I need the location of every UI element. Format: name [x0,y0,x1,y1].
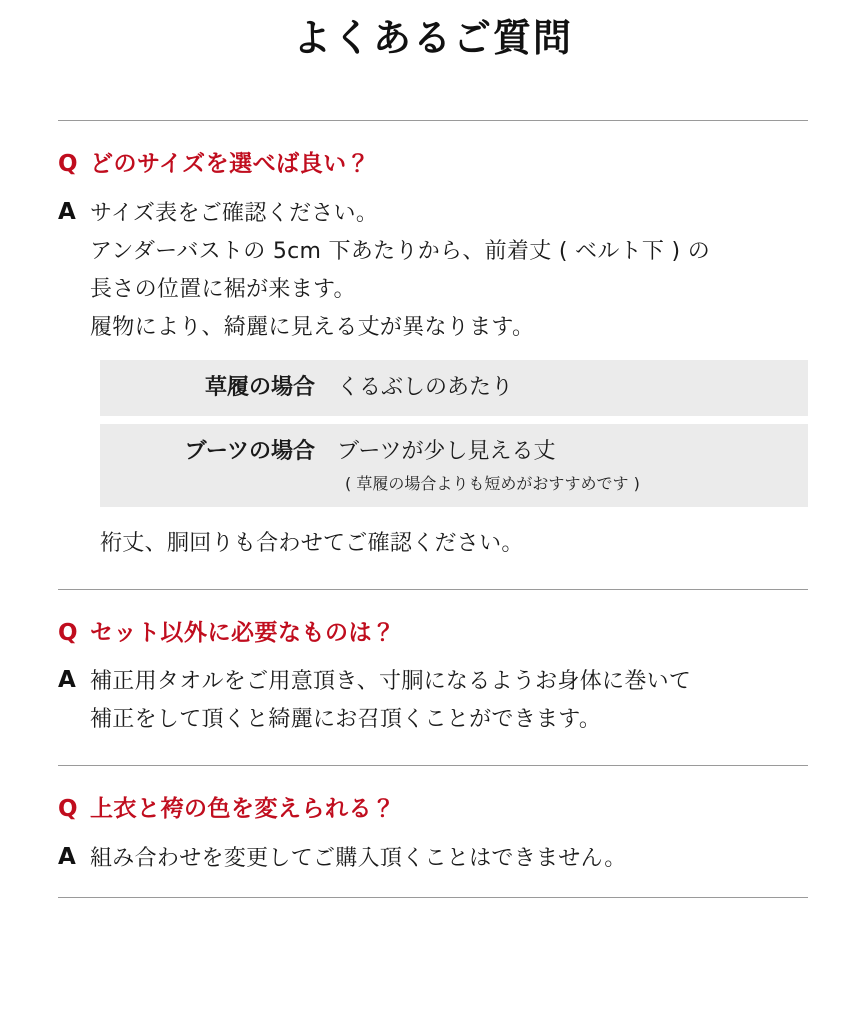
answer-marker-1: A [58,199,76,226]
note-label-boots: ブーツの場合 [184,439,315,465]
faq-answer-row-1 [58,195,808,346]
answer-marker-3: A [58,843,76,870]
spacer-3 [58,877,808,897]
note-value-text: ブーツが少し見える丈 [337,439,556,465]
spacer-1 [58,563,808,589]
faq-item-3 [58,766,808,897]
note-subtext-boots: ( 草履の場合よりも短めがおすすめです ) [345,474,640,494]
faq-page [0,14,866,1030]
faq-answer-1 [90,195,808,346]
faq-question-2: セット以外に必要なものは？ [90,619,396,646]
note-row-zori [100,360,808,416]
question-marker-3: Q [58,796,78,822]
answer-line: 補正をして頂くと綺麗にお召頂くことができます。 [90,707,602,733]
faq-content [0,120,866,898]
note-label-zori: 草履の場合 [204,375,315,401]
faq-answer-row-2 [58,663,808,739]
faq-question-1: どのサイズを選べば良い？ [90,151,371,178]
faq-answer-2 [90,663,808,739]
note-value-zori [315,372,513,404]
answer-line: 補正用タオルをご用意頂き、寸胴になるようお身体に巻いて [90,669,692,695]
note-value-boots [315,436,640,495]
spacer-2 [58,739,808,765]
faq-question-3: 上衣と袴の色を変えられる？ [90,796,396,822]
faq-answer-trailing-1: 裄丈、胴回りも合わせてご確認ください。 [100,531,524,557]
faq-question-row-1 [58,147,808,183]
answer-line: 長さの位置に裾が来ます。 [90,276,356,302]
answer-line: サイズ表をご確認ください。 [90,201,379,227]
answer-line: 組み合わせを変更してご購入頂くことはできません。 [90,845,627,871]
answer-line: 履物により、綺麗に見える丈が異なります。 [90,314,535,340]
faq-item-1 [58,121,808,588]
faq-answer-row-3 [58,840,808,878]
note-value-text: くるぶしのあたり [337,375,514,401]
footwear-note-group [100,360,808,507]
faq-item-2 [58,590,808,765]
page-title: よくあるご質問 [292,16,573,60]
answer-line: アンダーバストの 5cm 下あたりから、前着丈 ( ベルト下 ) の [90,238,710,264]
question-marker-2: Q [58,619,78,646]
divider-3 [58,897,808,898]
question-marker-1: Q [58,151,78,178]
faq-question-row-2 [58,616,808,652]
faq-answer-3 [90,840,808,878]
note-row-boots [100,424,808,507]
answer-marker-2: A [58,667,76,694]
faq-question-row-3 [58,792,808,828]
